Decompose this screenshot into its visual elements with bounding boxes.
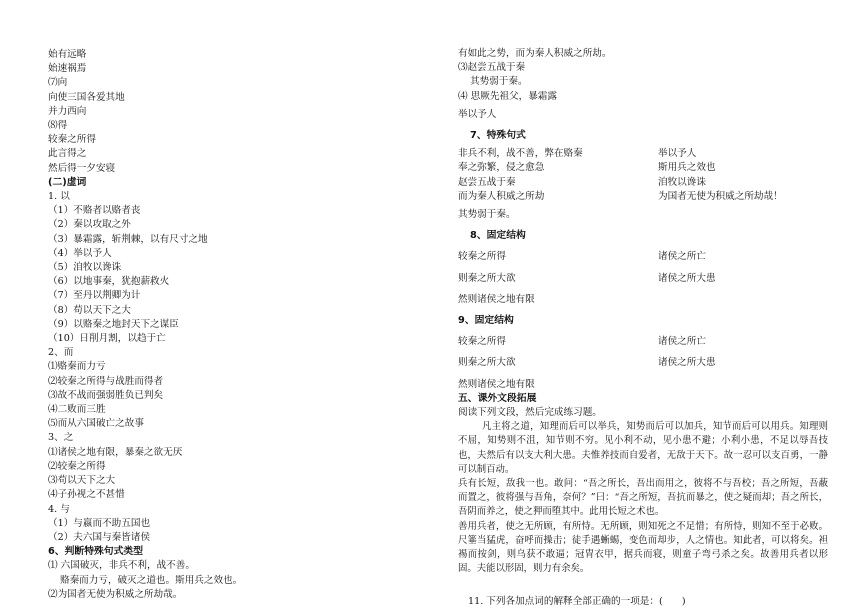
list-item: （1）不赂者以赂者丧 — [48, 205, 141, 217]
row-cell-right: 诸侯之所亡 — [658, 251, 706, 263]
section-heading-8: 8、固定结构 — [470, 230, 526, 242]
row-cell-left: 则秦之所大欲 — [458, 272, 516, 284]
table-row — [458, 176, 828, 190]
instruction-text: 阅读下列文段，然后完成练习题。 — [458, 407, 602, 419]
text-line: ⑻得 — [48, 120, 68, 132]
row-cell-left: 较秦之所得 — [458, 251, 506, 263]
table-row — [458, 147, 828, 161]
text-line: 其势弱于秦。 — [458, 209, 516, 221]
text-line: 此言得之 — [48, 148, 87, 160]
text-line: 其势弱于秦。 — [470, 76, 528, 88]
table-row — [458, 250, 828, 264]
table-row — [458, 272, 828, 286]
list-item: （3）暴霜露，斩荆棘，以有尺寸之地 — [48, 233, 208, 245]
row-cell-left: 非兵不利，战不善，弊在赂秦 — [458, 148, 583, 160]
row-cell-left: 则秦之所大欲 — [458, 357, 516, 369]
list-item: ⑴赂秦而力亏 — [48, 361, 106, 373]
subheading-yu: 4. 与 — [48, 503, 70, 515]
row-cell-right: 举以予人 — [658, 148, 697, 160]
text-line: 然则诸侯之地有限 — [458, 378, 535, 390]
table-row — [458, 190, 828, 204]
text-line: 始速祸焉 — [48, 63, 87, 75]
passage-paragraph: 兵有长短，敌我一也。敢问：“吾之所长，吾出而用之，彼将不与吾校；吾之所短，吾蔽而置之，彼将强与吾角，奈何？”曰：“吾之所短，吾抗而暴之，使之疑而却；吾之所长，吾阴而养之，使之狎而堕其中。此用长短之术也。 — [458, 478, 828, 518]
list-item: （4）举以予人 — [48, 247, 112, 259]
list-item: （5）洎牧以谗诛 — [48, 262, 122, 274]
list-item: （2）夫六国与秦皆诸侯 — [48, 531, 151, 543]
list-item: （9）以赂秦之地封天下之谋臣 — [48, 318, 179, 330]
text-line: 始有远略 — [48, 49, 87, 60]
subheading-yi: 1. 以 — [48, 191, 70, 203]
text-line: 较秦之所得 — [48, 134, 96, 146]
list-item: （10）日削月割，以趋于亡 — [48, 333, 166, 345]
list-item: ⑵较秦之所得与战胜而得者 — [48, 375, 164, 387]
question-11: 11. 下列各加点词的解释全部正确的一项是：( ) — [468, 595, 686, 607]
list-item: ⑵较秦之所得 — [48, 460, 106, 472]
list-item: （7）至丹以荆卿为计 — [48, 290, 141, 302]
text-line: 赂秦而力亏，破灭之道也。斯用兵之效也。 — [60, 574, 243, 586]
passage-paragraph: 凡主将之道，知理而后可以举兵，知势而后可以加兵，知节而后可以用兵。知理则不屈，知势则不沮，知节则不穷。见小利不动，见小患不避；小利小患，不足以辱吾技也，夫然后有以支大利大患。夫惟养技而自爱者，无敌于天下。故一忍可以支百勇，一静可以制百动。 — [458, 421, 828, 475]
section-heading-xuci: (二)虚词 — [48, 176, 87, 188]
text-line: ⑶赵尝五战于秦 — [458, 62, 526, 74]
row-cell-right: 洎牧以谗诛 — [658, 176, 706, 188]
section-heading-7: 7、特殊句式 — [470, 130, 526, 142]
list-item: ⑶故不战而强弱胜负已判矣 — [48, 389, 164, 401]
subheading-er: 2、而 — [48, 347, 74, 359]
list-item: （6）以地事秦，犹抱薪救火 — [48, 276, 170, 288]
text-line: ⑺向 — [48, 77, 68, 89]
text-line: 然则诸侯之地有限 — [458, 293, 535, 305]
list-item: ⑸而从六国破亡之故事 — [48, 418, 144, 430]
row-cell-left: 奉之弥繁，侵之愈急 — [458, 162, 545, 174]
text-line: 举以予人 — [458, 108, 497, 120]
row-cell-left: 较秦之所得 — [458, 336, 506, 348]
text-line: ⑵为国者无使为积威之所劫哉。 — [48, 588, 183, 600]
text-line: 然后得一夕安寝 — [48, 162, 116, 174]
row-cell-right: 诸侯之所大患 — [658, 357, 716, 369]
text-line: ⑷ 思厥先祖父，暴霜露 — [458, 90, 557, 102]
table-row — [458, 335, 828, 349]
section-heading-9: 9、固定结构 — [458, 315, 514, 327]
list-item: （8）苟以天下之大 — [48, 304, 131, 316]
right-column — [458, 47, 828, 609]
text-line: 并力西向 — [48, 105, 87, 117]
text-line: ⑴ 六国破灭，非兵不利，战不善。 — [48, 560, 195, 572]
passage-paragraph: 善用兵者，使之无所顾，有所恃。无所顾，则知死之不足惜；有所恃，则知不至于必败。尺箠当猛虎，奋呼而操击；徒手遇蜥蜴，变色而却步，人之情也。知此者，可以将矣。袒裼而按剑，则乌获不敢逼；冠胄衣甲，据兵而寝，则童子弯弓杀之矣。故善用兵者以形固。夫能以形固，则力有余矣。 — [458, 520, 828, 575]
list-item: ⑷二败而三胜 — [48, 404, 106, 416]
row-cell-left: 赵尝五战于秦 — [458, 176, 516, 188]
row-cell-right: 斯用兵之效也 — [658, 162, 716, 174]
section-heading-5: 五、课外文段拓展 — [458, 392, 537, 404]
section-heading-6: 6、判断特殊句式类型 — [48, 546, 143, 558]
table-row — [458, 356, 828, 370]
subheading-zhi: 3、之 — [48, 432, 74, 444]
list-item: （1）与嬴而不助五国也 — [48, 517, 151, 529]
list-item: ⑷子孙视之不甚惜 — [48, 489, 125, 501]
row-cell-left: 而为秦人积威之所劫 — [458, 190, 545, 202]
list-item: ⑶苟以天下之大 — [48, 475, 116, 487]
list-item: （2）秦以攻取之外 — [48, 219, 131, 231]
text-line: 有如此之势，而为秦人积威之所劫。 — [458, 48, 612, 59]
left-column — [48, 48, 438, 602]
row-cell-right: 诸侯之所大患 — [658, 272, 716, 284]
table-row — [458, 161, 828, 175]
row-cell-right: 诸侯之所亡 — [658, 336, 706, 348]
row-cell-right: 为国者无使为积威之所劫哉！ — [658, 190, 783, 202]
text-line: 向使三国各爱其地 — [48, 91, 125, 103]
list-item: ⑴诸侯之地有限，暴秦之欲无厌 — [48, 446, 183, 458]
